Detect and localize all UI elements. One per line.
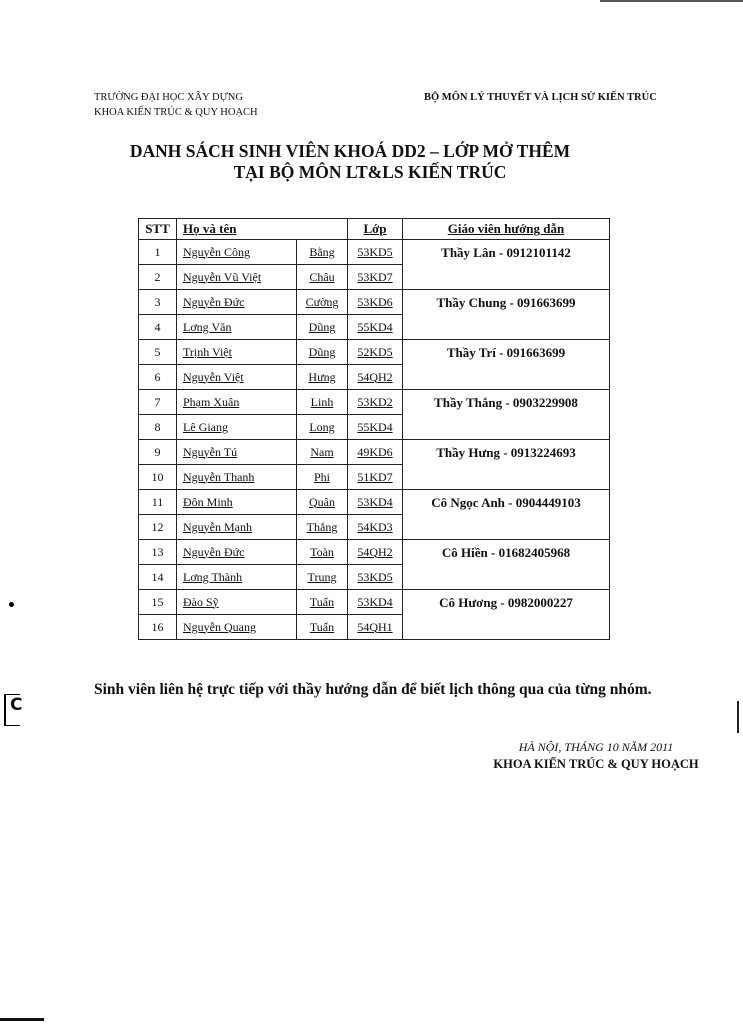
cell-given-name-text: Phi <box>313 469 330 484</box>
header-name <box>177 219 348 240</box>
cell-advisor <box>403 290 610 340</box>
cell-surname <box>177 265 297 290</box>
advisor-contact: Cô Hiền - 01682405968 <box>441 545 571 560</box>
cell-given-name-text: Dũng <box>308 319 336 334</box>
cell-class-text: 51KD7 <box>357 469 393 484</box>
cell-class <box>348 540 403 565</box>
department-name: BỘ MÔN LÝ THUYẾT VÀ LỊCH SỬ KIẾN TRÚC <box>424 92 657 103</box>
cell-surname-text: Phạm Xuân <box>183 394 240 409</box>
cell-given-name <box>297 515 348 540</box>
cell-stt: 1 <box>139 240 177 265</box>
cell-stt: 6 <box>139 365 177 390</box>
advisor-contact: Thầy Trí - 091663699 <box>446 345 566 360</box>
cell-stt: 3 <box>139 290 177 315</box>
contact-note: Sinh viên liên hệ trực tiếp với thầy hướng dẫn để biết lịch thông qua của từng nhóm. <box>94 681 652 698</box>
cell-given-name-text: Thắng <box>306 519 338 534</box>
cell-given-name-text: Bằng <box>309 244 335 259</box>
cell-advisor <box>403 240 610 290</box>
advisor-contact: Thầy Chung - 091663699 <box>436 295 576 310</box>
cell-given-name <box>297 415 348 440</box>
advisor-contact: Thầy Hưng - 0913224693 <box>436 445 576 460</box>
cell-surname <box>177 240 297 265</box>
cell-class-text: 54KD3 <box>357 519 393 534</box>
header-advisor-text: Giáo viên hướng dẫn <box>447 221 565 236</box>
cell-given-name <box>297 390 348 415</box>
table-header-row <box>139 219 610 240</box>
cell-stt: 10 <box>139 465 177 490</box>
header-class-text: Lớp <box>363 221 387 236</box>
cell-given-name <box>297 490 348 515</box>
cell-surname <box>177 540 297 565</box>
advisor-contact: Thầy Lân - 0912101142 <box>441 245 571 260</box>
cell-class <box>348 415 403 440</box>
cell-class <box>348 615 403 640</box>
cell-class <box>348 565 403 590</box>
cell-given-name-text: Trung <box>307 569 337 584</box>
advisor-contact: Cô Ngọc Anh - 0904449103 <box>431 495 581 510</box>
table-body <box>139 240 610 640</box>
cell-given-name <box>297 590 348 615</box>
cell-class-text: 53KD5 <box>357 569 393 584</box>
cell-given-name <box>297 465 348 490</box>
cell-stt: 13 <box>139 540 177 565</box>
cell-stt: 7 <box>139 390 177 415</box>
cell-class <box>348 515 403 540</box>
cell-surname <box>177 340 297 365</box>
cell-surname <box>177 590 297 615</box>
cell-stt: 11 <box>139 490 177 515</box>
cell-given-name <box>297 365 348 390</box>
cell-stt: 16 <box>139 615 177 640</box>
table-row <box>139 440 610 465</box>
cell-surname-text: Nguyễn Đức <box>183 544 245 559</box>
cell-given-name-text: Long <box>309 419 335 434</box>
cell-stt: 15 <box>139 590 177 615</box>
table-row <box>139 240 610 265</box>
cell-stt: 14 <box>139 565 177 590</box>
cell-advisor <box>403 390 610 440</box>
cell-given-name-text: Tuấn <box>309 619 335 634</box>
cell-given-name <box>297 615 348 640</box>
document-title-line2: TẠI BỘ MÔN LT&LS KIẾN TRÚC <box>233 162 507 182</box>
header-name-text: Họ và tên <box>183 221 237 236</box>
cell-surname <box>177 440 297 465</box>
cell-surname-text: Nguyễn Công <box>183 244 250 259</box>
cell-surname <box>177 490 297 515</box>
cell-surname-text: Nguyễn Việt <box>183 369 244 384</box>
table-row <box>139 290 610 315</box>
header-stt: STT <box>139 219 177 240</box>
cell-surname <box>177 565 297 590</box>
header-class <box>348 219 403 240</box>
cell-surname-text: Đào Sỹ <box>183 594 219 609</box>
cell-class-text: 53KD7 <box>357 269 393 284</box>
cell-class-text: 53KD4 <box>357 494 393 509</box>
place-date: HÀ NỘI, THÁNG 10 NĂM 2011 <box>518 740 674 754</box>
cell-class-text: 52KD5 <box>357 344 393 359</box>
cell-advisor <box>403 540 610 590</box>
cell-given-name-text: Cường <box>305 294 339 309</box>
faculty-name: KHOA KIẾN TRÚC & QUY HOẠCH <box>94 107 258 118</box>
cell-class <box>348 440 403 465</box>
cell-class <box>348 365 403 390</box>
cell-stt: 12 <box>139 515 177 540</box>
cell-given-name <box>297 565 348 590</box>
cell-given-name-text: Toàn <box>310 544 334 559</box>
cell-class-text: 55KD4 <box>357 419 393 434</box>
table-row <box>139 390 610 415</box>
cell-class <box>348 315 403 340</box>
cell-given-name <box>297 540 348 565</box>
cell-class-text: 54QH2 <box>357 544 393 559</box>
scan-artifact-bottom <box>0 1018 44 1021</box>
table-row <box>139 340 610 365</box>
scan-artifact-line <box>600 0 743 2</box>
cell-advisor <box>403 490 610 540</box>
cell-class-text: 54QH1 <box>357 619 393 634</box>
institution-header <box>94 90 258 120</box>
cell-class <box>348 265 403 290</box>
cell-stt: 8 <box>139 415 177 440</box>
header-advisor <box>403 219 610 240</box>
cell-surname-text: Lơng Văn <box>183 319 232 334</box>
cell-surname <box>177 465 297 490</box>
scan-binding-glyph: C <box>10 695 23 715</box>
cell-given-name <box>297 315 348 340</box>
cell-class-text: 53KD2 <box>357 394 393 409</box>
signing-faculty: KHOA KIẾN TRÚC & QUY HOẠCH <box>493 757 699 771</box>
cell-given-name-text: Linh <box>310 394 334 409</box>
cell-stt: 4 <box>139 315 177 340</box>
cell-given-name <box>297 340 348 365</box>
cell-class-text: 54QH2 <box>357 369 393 384</box>
cell-surname <box>177 315 297 340</box>
cell-class <box>348 390 403 415</box>
cell-surname-text: Nguyễn Quang <box>183 619 256 634</box>
cell-surname <box>177 515 297 540</box>
cell-given-name-text: Hưng <box>308 369 336 384</box>
table-row <box>139 540 610 565</box>
cell-class <box>348 465 403 490</box>
table-row <box>139 490 610 515</box>
cell-class-text: 55KD4 <box>357 319 393 334</box>
cell-stt: 2 <box>139 265 177 290</box>
student-list-table <box>138 218 610 640</box>
cell-class-text: 49KD6 <box>357 444 393 459</box>
cell-class <box>348 490 403 515</box>
cell-given-name-text: Quân <box>309 494 335 509</box>
cell-surname-text: Lơng Thành <box>183 569 243 584</box>
cell-surname-text: Trịnh Việt <box>183 344 232 359</box>
cell-stt: 9 <box>139 440 177 465</box>
cell-class-text: 53KD5 <box>357 244 393 259</box>
cell-surname-text: Nguyễn Đức <box>183 294 245 309</box>
advisor-contact: Cô Hương - 0982000227 <box>439 595 573 610</box>
cell-surname-text: Lê Giang <box>183 419 228 434</box>
cell-given-name <box>297 240 348 265</box>
cell-class <box>348 590 403 615</box>
table-row <box>139 590 610 615</box>
cell-given-name-text: Nam <box>310 444 334 459</box>
cell-class <box>348 240 403 265</box>
cell-given-name-text: Châu <box>309 269 335 284</box>
cell-class <box>348 340 403 365</box>
cell-surname <box>177 390 297 415</box>
cell-advisor <box>403 590 610 640</box>
cell-given-name-text: Tuấn <box>309 594 335 609</box>
scan-artifact-dot <box>9 602 14 607</box>
document-title-line1: DANH SÁCH SINH VIÊN KHOÁ DD2 – LỚP MỞ THÊM <box>129 141 571 161</box>
cell-surname-text: Nguyễn Thanh <box>183 469 255 484</box>
cell-class-text: 53KD4 <box>357 594 393 609</box>
cell-advisor <box>403 340 610 390</box>
scan-binding-mark-right <box>737 701 739 733</box>
cell-surname-text: Nguyễn Vũ Việt <box>183 269 262 284</box>
cell-given-name <box>297 290 348 315</box>
cell-surname-text: Nguyễn Mạnh <box>183 519 252 534</box>
cell-stt: 5 <box>139 340 177 365</box>
cell-given-name-text: Dũng <box>308 344 336 359</box>
cell-surname-text: Đôn Minh <box>183 494 233 509</box>
university-name: TRƯỜNG ĐẠI HỌC XÂY DỰNG <box>94 92 243 103</box>
cell-given-name <box>297 440 348 465</box>
cell-advisor <box>403 440 610 490</box>
cell-given-name <box>297 265 348 290</box>
cell-class-text: 53KD6 <box>357 294 393 309</box>
advisor-contact: Thầy Thắng - 0903229908 <box>434 395 578 410</box>
cell-surname <box>177 615 297 640</box>
cell-surname <box>177 365 297 390</box>
cell-surname-text: Nguyễn Tú <box>183 444 238 459</box>
cell-class <box>348 290 403 315</box>
cell-surname <box>177 415 297 440</box>
cell-surname <box>177 290 297 315</box>
